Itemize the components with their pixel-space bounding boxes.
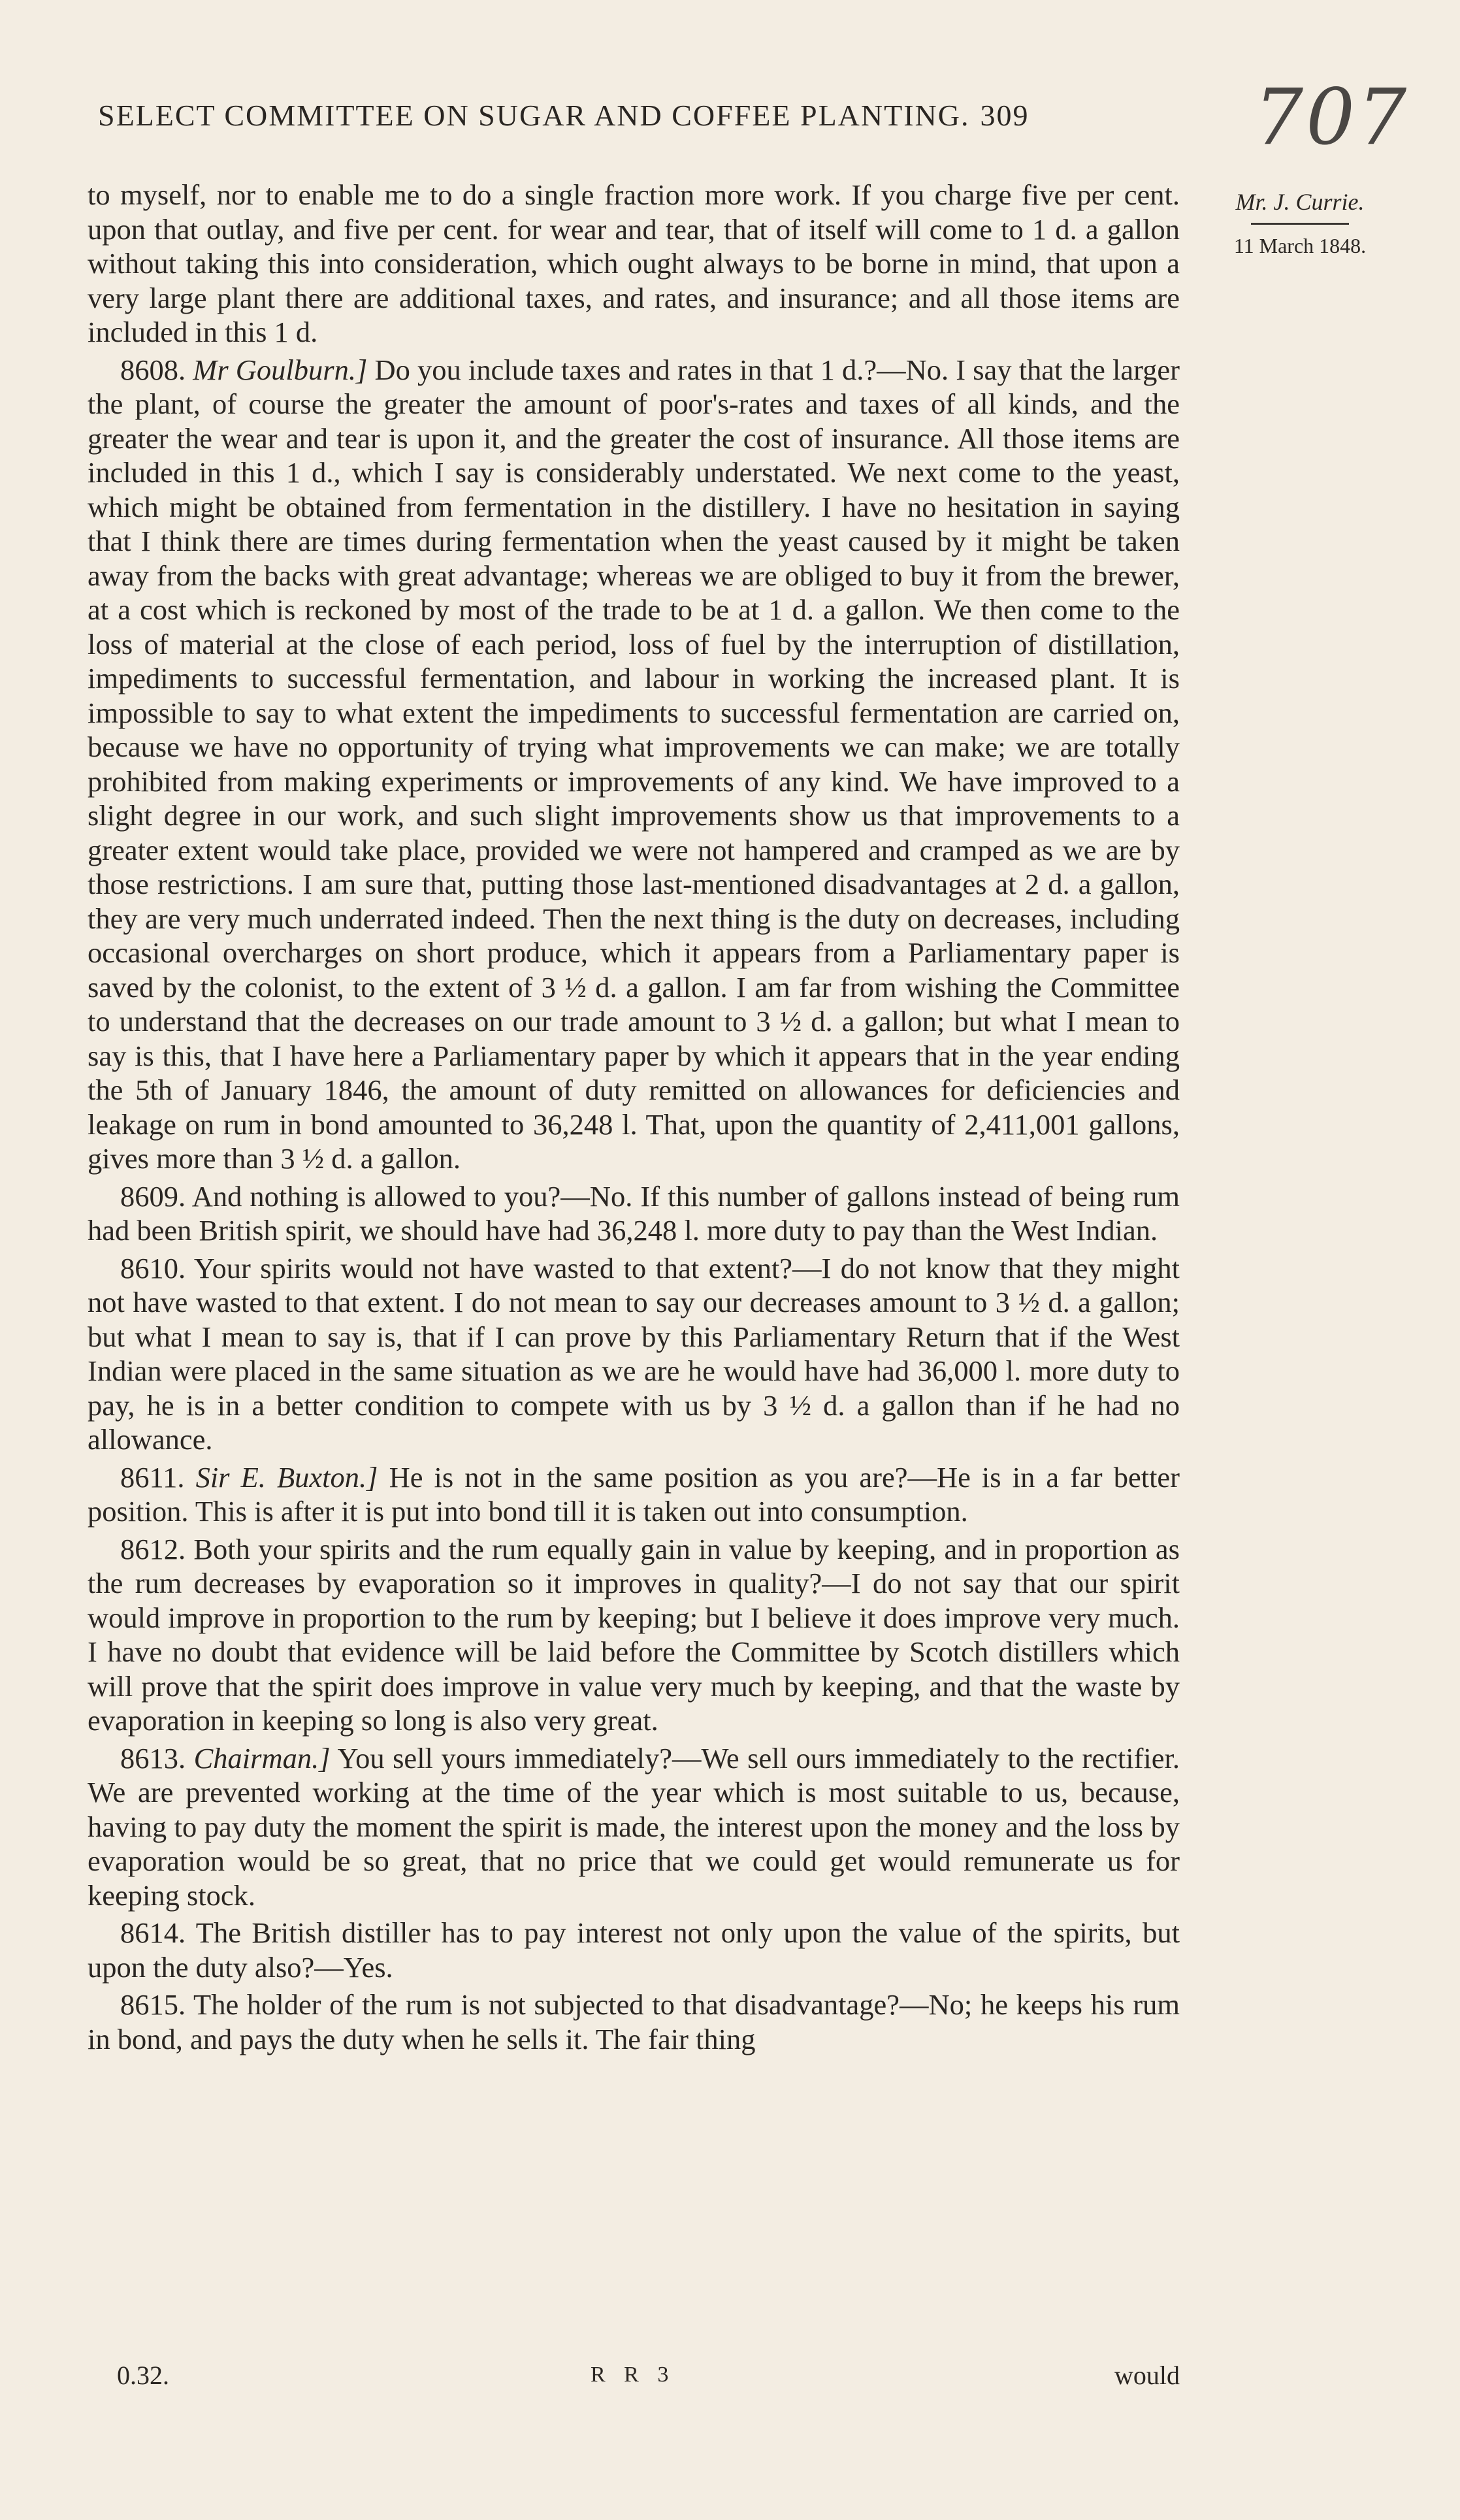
- margin-note: [1212, 185, 1388, 263]
- question-number: 8611.: [120, 1460, 196, 1494]
- testimony-paragraph: [88, 1532, 1180, 1738]
- paragraph-text: You sell yours immediately?—We sell ours immediately to the rectifier. We are prevented working at the time of the year which is most suitable to us, because, having to pay duty the moment the spirit is made, the interest upon the money and the loss by evaporation would be so great, that no price that we could get would remunerate us for keeping stock.: [88, 1741, 1180, 1912]
- testimony-paragraph: [88, 178, 1180, 350]
- testimony-paragraph: [88, 353, 1180, 1176]
- testimony-paragraph: [88, 1916, 1180, 1984]
- testimony-paragraph: [88, 1179, 1180, 1248]
- speaker-name: Chairman.]: [193, 1741, 331, 1775]
- question-number: 8608.: [120, 353, 193, 386]
- paragraph-text: to myself, nor to enable me to do a single fraction more work. If you charge five per cent. upon that outlay, and five per cent. for wear and tear, that of itself will come to 1 d. a gallon without taking this into consideration, which ought always to be borne in mind, that upon a very large plant there are additional taxes, and rates, and insurance; and all those items are included in this 1 d.: [88, 178, 1180, 348]
- question-number: 8615.: [120, 1988, 194, 2021]
- hearing-date: 11 March 1848.: [1233, 234, 1367, 257]
- question-number: 8612.: [120, 1532, 194, 1565]
- paragraph-text: The holder of the rum is not subjected to that disadvantage?—No; he keeps his rum in bond, and pays the duty when he sells it. The fair thing: [88, 1988, 1180, 2055]
- question-number: 8614.: [120, 1916, 196, 1949]
- paragraph-text: Both your spirits and the rum equally gain in value by keeping, and in proportion as the rum decreases by evaporation so it improves in quality?—I do not say that our spirit would improve in proportion to the rum by keeping; but I believe it does improve very much. I have no doubt that evidence will be laid before the Committee by Scotch distillers which will prove that the spirit does improve in value very much by keeping, and that the waste by evaporation in keeping so long is also very great.: [88, 1532, 1180, 1737]
- question-number: 8613.: [120, 1741, 194, 1775]
- testimony-paragraph: [88, 1988, 1180, 2056]
- paragraph-text: Your spirits would not have wasted to that extent?—I do not know that they might not have wasted to that extent. I do not mean to say our decreases amount to 3 ½ d. a gallon; but what I mean to say is, that if I can prove by this Parliamentary Return that if the West Indian were placed in the same situation as we are he would have had 36,000 l. more duty to pay, he is in a better condition to compete with us by 3 ½ d. a gallon than if he had no allowance.: [88, 1251, 1180, 1456]
- paragraph-text: And nothing is allowed to you?—No. If this number of gallons instead of being rum had been British spirit, we should have had 36,248 l. more duty to pay than the West Indian.: [88, 1179, 1180, 1247]
- question-number: 8609.: [120, 1179, 192, 1213]
- testimony-paragraph: [88, 1741, 1180, 1913]
- header-title: SELECT COMMITTEE ON SUGAR AND COFFEE PLANTING.: [98, 99, 970, 132]
- testimony-body: [88, 178, 1180, 2056]
- speaker-name: Mr Goulburn.]: [193, 353, 368, 386]
- footer-catchword: would: [1114, 2361, 1180, 2390]
- testimony-paragraph: [88, 1460, 1180, 1529]
- running-header: [98, 98, 1182, 133]
- testimony-paragraph: [88, 1251, 1180, 1457]
- paragraph-text: He is not in the same position as you are?—He is in a far better position. This is after it is put into bond till it is taken out into consumption.: [88, 1460, 1180, 1528]
- handwritten-folio-number: 707: [1254, 72, 1410, 162]
- margin-rule: [1251, 223, 1349, 225]
- footer-sheet-number: 0.32.: [117, 2361, 169, 2390]
- witness-name: Mr. J. Currie.: [1235, 189, 1365, 215]
- paragraph-text: The British distiller has to pay interest not only upon the value of the spirits, but upon the duty also?—Yes.: [88, 1916, 1180, 1984]
- speaker-name: Sir E. Buxton.]: [195, 1460, 378, 1494]
- question-number: 8610.: [120, 1251, 194, 1285]
- page-number: 309: [980, 99, 1030, 132]
- footer-signature: R R 3: [591, 2363, 675, 2387]
- page-footer: [88, 2360, 1180, 2399]
- paragraph-text: Do you include taxes and rates in that 1 d.?—No. I say that the larger the plant, of course the greater the amount of poor's-rates and taxes of all kinds, and the greater the wear and tear is upon it, and the greater the cost of insurance. All those items are included in this 1 d., which I say is considerably understated. We next come to the yeast, which might be obtained from fermentation in the distillery. I have no hesitation in saying that I think there are times during fermentation when the yeast caused by it might be taken away from the backs with great advantage; whereas we are obliged to buy it from the brewer, at a cost which is reckoned by most of the trade to be at 1 d. a gallon. We then come to the loss of material at the close of each period, loss of fuel by the interruption of distillation, impediments to successful fermentation, and labour in working the increased plant. It is impossible to say to what extent the impediments to successful fermentation are carried on, because we have no opportunity of trying what improvements we can make; we are totally prohibited from making experiments or improvements of any kind. We have improved to a slight degree in our work, and such slight improvements show us that improvements to a greater extent would take place, provided we were not hampered and cramped as we are by those restrictions. I am sure that, putting those last-mentioned disadvantages at 2 d. a gallon, they are very much underrated indeed. Then the next thing is the duty on decreases, including occasional overcharges on short produce, which it appears from a Parliamentary paper is saved by the colonist, to the extent of 3 ½ d. a gallon. I am far from wishing the Committee to understand that the decreases on our trade amount to 3 ½ d. a gallon; but what I mean to say is this, that I have here a Parliamentary paper by which it appears that in the year ending the 5th of January 1846, the amount of duty remitted on allowances for deficiencies and leakage on rum in bond amounted to 36,248 l. That, upon the quantity of 2,411,001 gallons, gives more than 3 ½ d. a gallon.: [88, 353, 1180, 1175]
